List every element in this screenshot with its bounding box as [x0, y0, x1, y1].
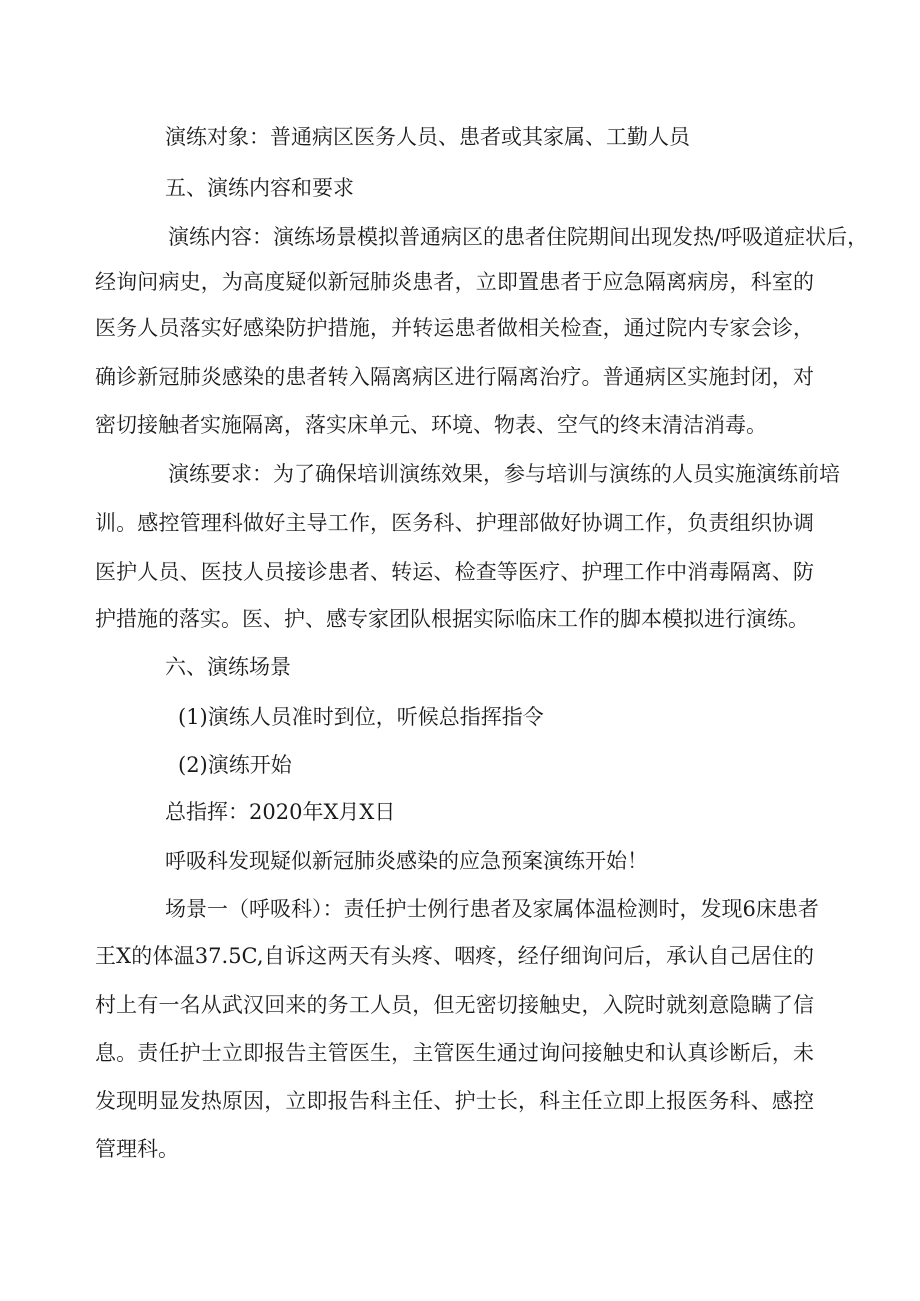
announcement-line: 呼吸科发现疑似新冠肺炎感染的应急预案演练开始！	[165, 849, 648, 873]
section-5-heading: 五、演练内容和要求	[165, 176, 354, 200]
content-paragraph-line: 密切接触者实施隔离，落实床单元、环境、物表、空气的终末清洁消毒。	[95, 413, 767, 437]
list-item: (1)演练人员准时到位，听候总指挥指令	[178, 705, 544, 729]
scene-paragraph-line: 场景一（呼吸科）：责任护士例行患者及家属体温检测时，发现6床患者	[165, 897, 819, 921]
drill-target-line: 演练对象：普通病区医务人员、患者或其家属、工勤人员	[165, 125, 690, 149]
list-item: (2)演练开始	[178, 753, 292, 777]
requirement-paragraph-line: 演练要求：为了确保培训演练效果，参与培训与演练的人员实施演练前培	[168, 462, 840, 486]
section-6-heading: 六、演练场景	[165, 655, 291, 679]
requirement-paragraph-line: 训。感控管理科做好主导工作，医务科、护理部做好协调工作，负责组织协调	[95, 511, 814, 535]
commander-line: 总指挥：2020年X月X日	[165, 800, 396, 824]
scene-paragraph-line: 村上有一名从武汉回来的务工人员，但无密切接触史，入院时就刻意隐瞒了信	[95, 993, 814, 1017]
requirement-paragraph-line: 护措施的落实。医、护、感专家团队根据实际临床工作的脚本模拟进行演练。	[95, 607, 809, 631]
content-paragraph-line: 医务人员落实好感染防护措施，并转运患者做相关检查，通过院内专家会诊，	[95, 316, 814, 340]
scene-paragraph-line: 息。责任护士立即报告主管医生，主管医生通过询问接触史和认真诊断后，未	[95, 1041, 814, 1065]
scene-paragraph-line: 管理科。	[95, 1137, 179, 1161]
requirement-paragraph-line: 医护人员、医技人员接诊患者、转运、检查等医疗、护理工作中消毒隔离、防	[95, 560, 814, 584]
scene-paragraph-line: 发现明显发热原因，立即报告科主任、护士长，科主任立即上报医务科、感控	[95, 1089, 814, 1113]
content-paragraph-line: 经询问病史，为高度疑似新冠肺炎患者，立即置患者于应急隔离病房，科室的	[95, 270, 814, 294]
scene-paragraph-line: 王X的体温37.5C,自诉这两天有头疼、咽疼，经仔细询问后，承认自己居住的	[95, 944, 814, 968]
content-paragraph-line: 确诊新冠肺炎感染的患者转入隔离病区进行隔离治疗。普通病区实施封闭，对	[95, 365, 814, 389]
content-paragraph-line: 演练内容：演练场景模拟普通病区的患者住院期间出现发热/呼吸道症状后，	[168, 225, 869, 249]
